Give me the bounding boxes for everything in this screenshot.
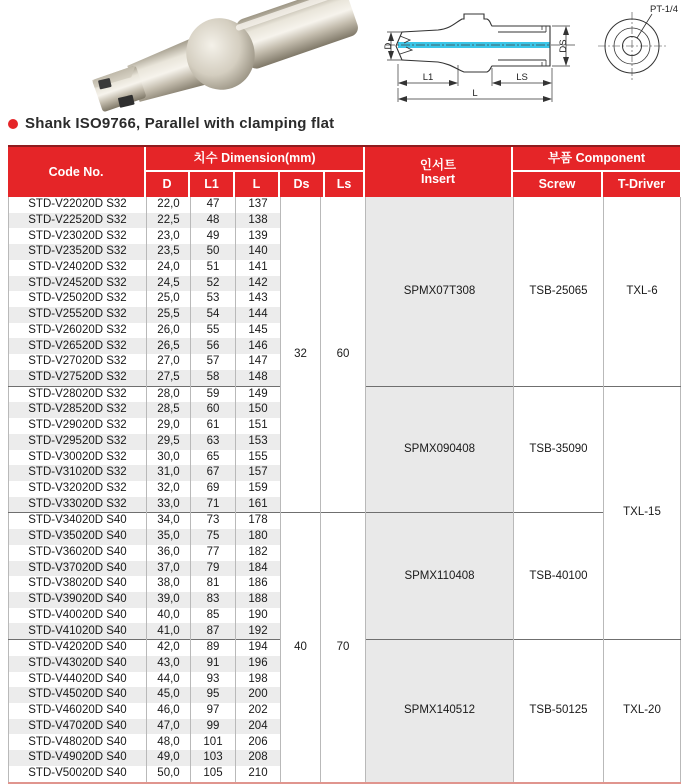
- dim-l1-cell: 75: [191, 529, 236, 545]
- dim-l1-cell: 63: [191, 434, 236, 450]
- dim-l-cell: 182: [236, 545, 281, 561]
- dim-l-cell: 180: [236, 529, 281, 545]
- insert-cell: SPMX140512: [366, 640, 514, 783]
- header-col-l: L: [235, 172, 280, 197]
- dim-l1-cell: 69: [191, 481, 236, 497]
- screw-cell: TSB-50125: [514, 640, 604, 783]
- dim-l1-cell: 52: [191, 276, 236, 292]
- dim-l-cell: 144: [236, 307, 281, 323]
- code-cell: STD-V29520D S32: [9, 434, 147, 450]
- dim-l-cell: 196: [236, 656, 281, 672]
- dim-d-cell: 27,5: [147, 370, 191, 386]
- dim-d-cell: 28,5: [147, 402, 191, 418]
- code-cell: STD-V32020D S32: [9, 481, 147, 497]
- header-col-tdriver: T-Driver: [603, 172, 680, 197]
- dim-d-cell: 32,0: [147, 481, 191, 497]
- dim-l1-cell: 73: [191, 513, 236, 529]
- code-cell: STD-V24520D S32: [9, 276, 147, 292]
- insert-cell: SPMX110408: [366, 513, 514, 640]
- dim-l1-cell: 93: [191, 672, 236, 688]
- dim-d-cell: 39,0: [147, 592, 191, 608]
- header-insert-en: Insert: [420, 172, 456, 186]
- header-code-no: Code No.: [8, 147, 146, 197]
- code-cell: STD-V22020D S32: [9, 197, 147, 213]
- dim-d-cell: 50,0: [147, 766, 191, 783]
- code-cell: STD-V49020D S40: [9, 750, 147, 766]
- code-cell: STD-V50020D S40: [9, 766, 147, 783]
- dim-label-d: D: [383, 42, 394, 50]
- dim-l1-cell: 56: [191, 338, 236, 354]
- dim-l1-cell: 85: [191, 608, 236, 624]
- code-cell: STD-V25020D S32: [9, 291, 147, 307]
- dimension-diagram: [380, 2, 684, 112]
- dim-l-cell: 178: [236, 513, 281, 529]
- code-cell: STD-V44020D S40: [9, 672, 147, 688]
- dim-d-cell: 40,0: [147, 608, 191, 624]
- dim-l1-cell: 59: [191, 386, 236, 402]
- header-component-group: 부품 Component: [513, 147, 680, 172]
- dim-l1-cell: 97: [191, 703, 236, 719]
- product-photo: [28, 0, 368, 112]
- dim-l-cell: 142: [236, 276, 281, 292]
- insert-cell: SPMX090408: [366, 386, 514, 513]
- dim-d-cell: 26,0: [147, 323, 191, 339]
- dim-l-cell: 188: [236, 592, 281, 608]
- dim-d-cell: 41,0: [147, 623, 191, 639]
- dim-l-cell: 208: [236, 750, 281, 766]
- dim-l1-cell: 53: [191, 291, 236, 307]
- dim-l1-cell: 55: [191, 323, 236, 339]
- dim-d-cell: 37,0: [147, 561, 191, 577]
- dim-l1-cell: 61: [191, 418, 236, 434]
- dim-d-cell: 27,0: [147, 354, 191, 370]
- dim-ls-cell: 60: [321, 197, 366, 513]
- dim-l-cell: 198: [236, 672, 281, 688]
- dim-label-l: L: [472, 88, 478, 99]
- code-cell: STD-V24020D S32: [9, 260, 147, 276]
- dim-l-cell: 186: [236, 576, 281, 592]
- header-col-ds: Ds: [280, 172, 325, 197]
- dim-l-cell: 155: [236, 450, 281, 466]
- dim-d-cell: 38,0: [147, 576, 191, 592]
- dim-d-cell: 22,5: [147, 213, 191, 229]
- code-cell: STD-V41020D S40: [9, 623, 147, 639]
- dim-l-cell: 184: [236, 561, 281, 577]
- screw-cell: TSB-25065: [514, 197, 604, 386]
- tdriver-cell: TXL-6: [604, 197, 681, 386]
- dim-l-cell: 149: [236, 386, 281, 402]
- dim-l1-cell: 60: [191, 402, 236, 418]
- section-title: [8, 115, 334, 132]
- code-cell: STD-V38020D S40: [9, 576, 147, 592]
- drill-photo-illustration: [28, 0, 368, 112]
- dim-d-cell: 26,5: [147, 338, 191, 354]
- dim-l-cell: 192: [236, 623, 281, 639]
- dim-l1-cell: 99: [191, 719, 236, 735]
- dim-d-cell: 42,0: [147, 640, 191, 656]
- code-cell: STD-V31020D S32: [9, 465, 147, 481]
- dim-l1-cell: 57: [191, 354, 236, 370]
- dimension-drawing: [380, 2, 684, 112]
- code-cell: STD-V29020D S32: [9, 418, 147, 434]
- code-cell: STD-V26020D S32: [9, 323, 147, 339]
- code-cell: STD-V36020D S40: [9, 545, 147, 561]
- dim-d-cell: 31,0: [147, 465, 191, 481]
- dim-l1-cell: 77: [191, 545, 236, 561]
- dim-l1-cell: 81: [191, 576, 236, 592]
- code-cell: STD-V34020D S40: [9, 513, 147, 529]
- code-cell: STD-V22520D S32: [9, 213, 147, 229]
- dim-l1-cell: 91: [191, 656, 236, 672]
- spec-table-body: [9, 197, 681, 783]
- code-cell: STD-V27520D S32: [9, 370, 147, 386]
- dim-ls-cell: 70: [321, 513, 366, 783]
- dim-l1-cell: 95: [191, 687, 236, 703]
- dim-l1-cell: 71: [191, 497, 236, 513]
- dim-d-cell: 25,0: [147, 291, 191, 307]
- header-col-screw: Screw: [513, 172, 603, 197]
- thread-callout-label: PT-1/4: [650, 4, 678, 15]
- dim-l1-cell: 65: [191, 450, 236, 466]
- spec-table-header: [8, 145, 680, 197]
- dim-d-cell: 33,0: [147, 497, 191, 513]
- code-cell: STD-V48020D S40: [9, 734, 147, 750]
- dim-ds-cell: 32: [281, 197, 321, 513]
- dim-l-cell: 145: [236, 323, 281, 339]
- code-cell: STD-V47020D S40: [9, 719, 147, 735]
- dim-l-cell: 147: [236, 354, 281, 370]
- dim-l1-cell: 49: [191, 228, 236, 244]
- red-bullet-icon: [8, 119, 18, 129]
- code-cell: STD-V35020D S40: [9, 529, 147, 545]
- code-cell: STD-V39020D S40: [9, 592, 147, 608]
- dim-l-cell: 138: [236, 213, 281, 229]
- dim-l-cell: 159: [236, 481, 281, 497]
- screw-cell: TSB-35090: [514, 386, 604, 513]
- dim-l-cell: 151: [236, 418, 281, 434]
- insert-cell: SPMX07T308: [366, 197, 514, 386]
- dim-label-ds: DS: [558, 39, 569, 53]
- dim-l1-cell: 67: [191, 465, 236, 481]
- dim-l-cell: 161: [236, 497, 281, 513]
- dim-l1-cell: 50: [191, 244, 236, 260]
- dim-l1-cell: 51: [191, 260, 236, 276]
- dim-l-cell: 200: [236, 687, 281, 703]
- dim-l-cell: 157: [236, 465, 281, 481]
- dim-l-cell: 153: [236, 434, 281, 450]
- dim-l1-cell: 48: [191, 213, 236, 229]
- dim-l-cell: 141: [236, 260, 281, 276]
- dim-d-cell: 30,0: [147, 450, 191, 466]
- code-cell: STD-V23020D S32: [9, 228, 147, 244]
- code-cell: STD-V37020D S40: [9, 561, 147, 577]
- dim-d-cell: 22,0: [147, 197, 191, 213]
- tdriver-cell: TXL-15: [604, 386, 681, 640]
- dim-l-cell: 143: [236, 291, 281, 307]
- dim-l-cell: 140: [236, 244, 281, 260]
- dim-d-cell: 44,0: [147, 672, 191, 688]
- dim-l1-cell: 79: [191, 561, 236, 577]
- dim-l1-cell: 47: [191, 197, 236, 213]
- dim-l-cell: 146: [236, 338, 281, 354]
- dim-l-cell: 206: [236, 734, 281, 750]
- dim-label-ls: LS: [516, 72, 528, 83]
- header-insert-group: [365, 147, 513, 197]
- dim-d-cell: 43,0: [147, 656, 191, 672]
- dim-l-cell: 204: [236, 719, 281, 735]
- dim-d-cell: 45,0: [147, 687, 191, 703]
- dim-d-cell: 29,0: [147, 418, 191, 434]
- code-cell: STD-V33020D S32: [9, 497, 147, 513]
- table-row: [9, 197, 681, 213]
- dim-l1-cell: 105: [191, 766, 236, 783]
- section-title-text: Shank ISO9766, Parallel with clamping flat: [25, 115, 335, 132]
- code-cell: STD-V26520D S32: [9, 338, 147, 354]
- dim-l-cell: 139: [236, 228, 281, 244]
- dim-l1-cell: 58: [191, 370, 236, 386]
- dim-l1-cell: 101: [191, 734, 236, 750]
- dim-d-cell: 36,0: [147, 545, 191, 561]
- dim-l1-cell: 54: [191, 307, 236, 323]
- code-cell: STD-V23520D S32: [9, 244, 147, 260]
- dim-d-cell: 28,0: [147, 386, 191, 402]
- dim-d-cell: 34,0: [147, 513, 191, 529]
- code-cell: STD-V43020D S40: [9, 656, 147, 672]
- dim-l1-cell: 87: [191, 623, 236, 639]
- dim-ds-cell: 40: [281, 513, 321, 783]
- dim-d-cell: 47,0: [147, 719, 191, 735]
- header-insert-ko: 인서트: [419, 157, 457, 172]
- code-cell: STD-V30020D S32: [9, 450, 147, 466]
- code-cell: STD-V42020D S40: [9, 640, 147, 656]
- spec-table: [8, 197, 681, 784]
- dim-l-cell: 190: [236, 608, 281, 624]
- code-cell: STD-V25520D S32: [9, 307, 147, 323]
- code-cell: STD-V45020D S40: [9, 687, 147, 703]
- code-cell: STD-V28020D S32: [9, 386, 147, 402]
- spec-table-area: [8, 145, 680, 784]
- code-cell: STD-V40020D S40: [9, 608, 147, 624]
- dim-l-cell: 137: [236, 197, 281, 213]
- code-cell: STD-V27020D S32: [9, 354, 147, 370]
- dim-d-cell: 23,5: [147, 244, 191, 260]
- header-col-ls: Ls: [325, 172, 365, 197]
- dim-d-cell: 49,0: [147, 750, 191, 766]
- tdriver-cell: TXL-20: [604, 640, 681, 783]
- header-dimension-group: 치수 Dimension(mm): [146, 147, 365, 172]
- dim-l-cell: 194: [236, 640, 281, 656]
- header-col-l1: L1: [190, 172, 235, 197]
- dim-l1-cell: 89: [191, 640, 236, 656]
- header-col-d: D: [146, 172, 190, 197]
- dim-l1-cell: 83: [191, 592, 236, 608]
- dim-l-cell: 150: [236, 402, 281, 418]
- dim-d-cell: 24,0: [147, 260, 191, 276]
- code-cell: STD-V46020D S40: [9, 703, 147, 719]
- dim-l-cell: 202: [236, 703, 281, 719]
- dim-d-cell: 48,0: [147, 734, 191, 750]
- dim-l-cell: 210: [236, 766, 281, 783]
- dim-d-cell: 24,5: [147, 276, 191, 292]
- dim-d-cell: 25,5: [147, 307, 191, 323]
- dim-d-cell: 29,5: [147, 434, 191, 450]
- dim-l1-cell: 103: [191, 750, 236, 766]
- dim-l-cell: 148: [236, 370, 281, 386]
- dim-label-l1: L1: [422, 72, 434, 83]
- screw-cell: TSB-40100: [514, 513, 604, 640]
- table-row: [9, 513, 681, 529]
- dim-d-cell: 46,0: [147, 703, 191, 719]
- dim-d-cell: 35,0: [147, 529, 191, 545]
- code-cell: STD-V28520D S32: [9, 402, 147, 418]
- dim-d-cell: 23,0: [147, 228, 191, 244]
